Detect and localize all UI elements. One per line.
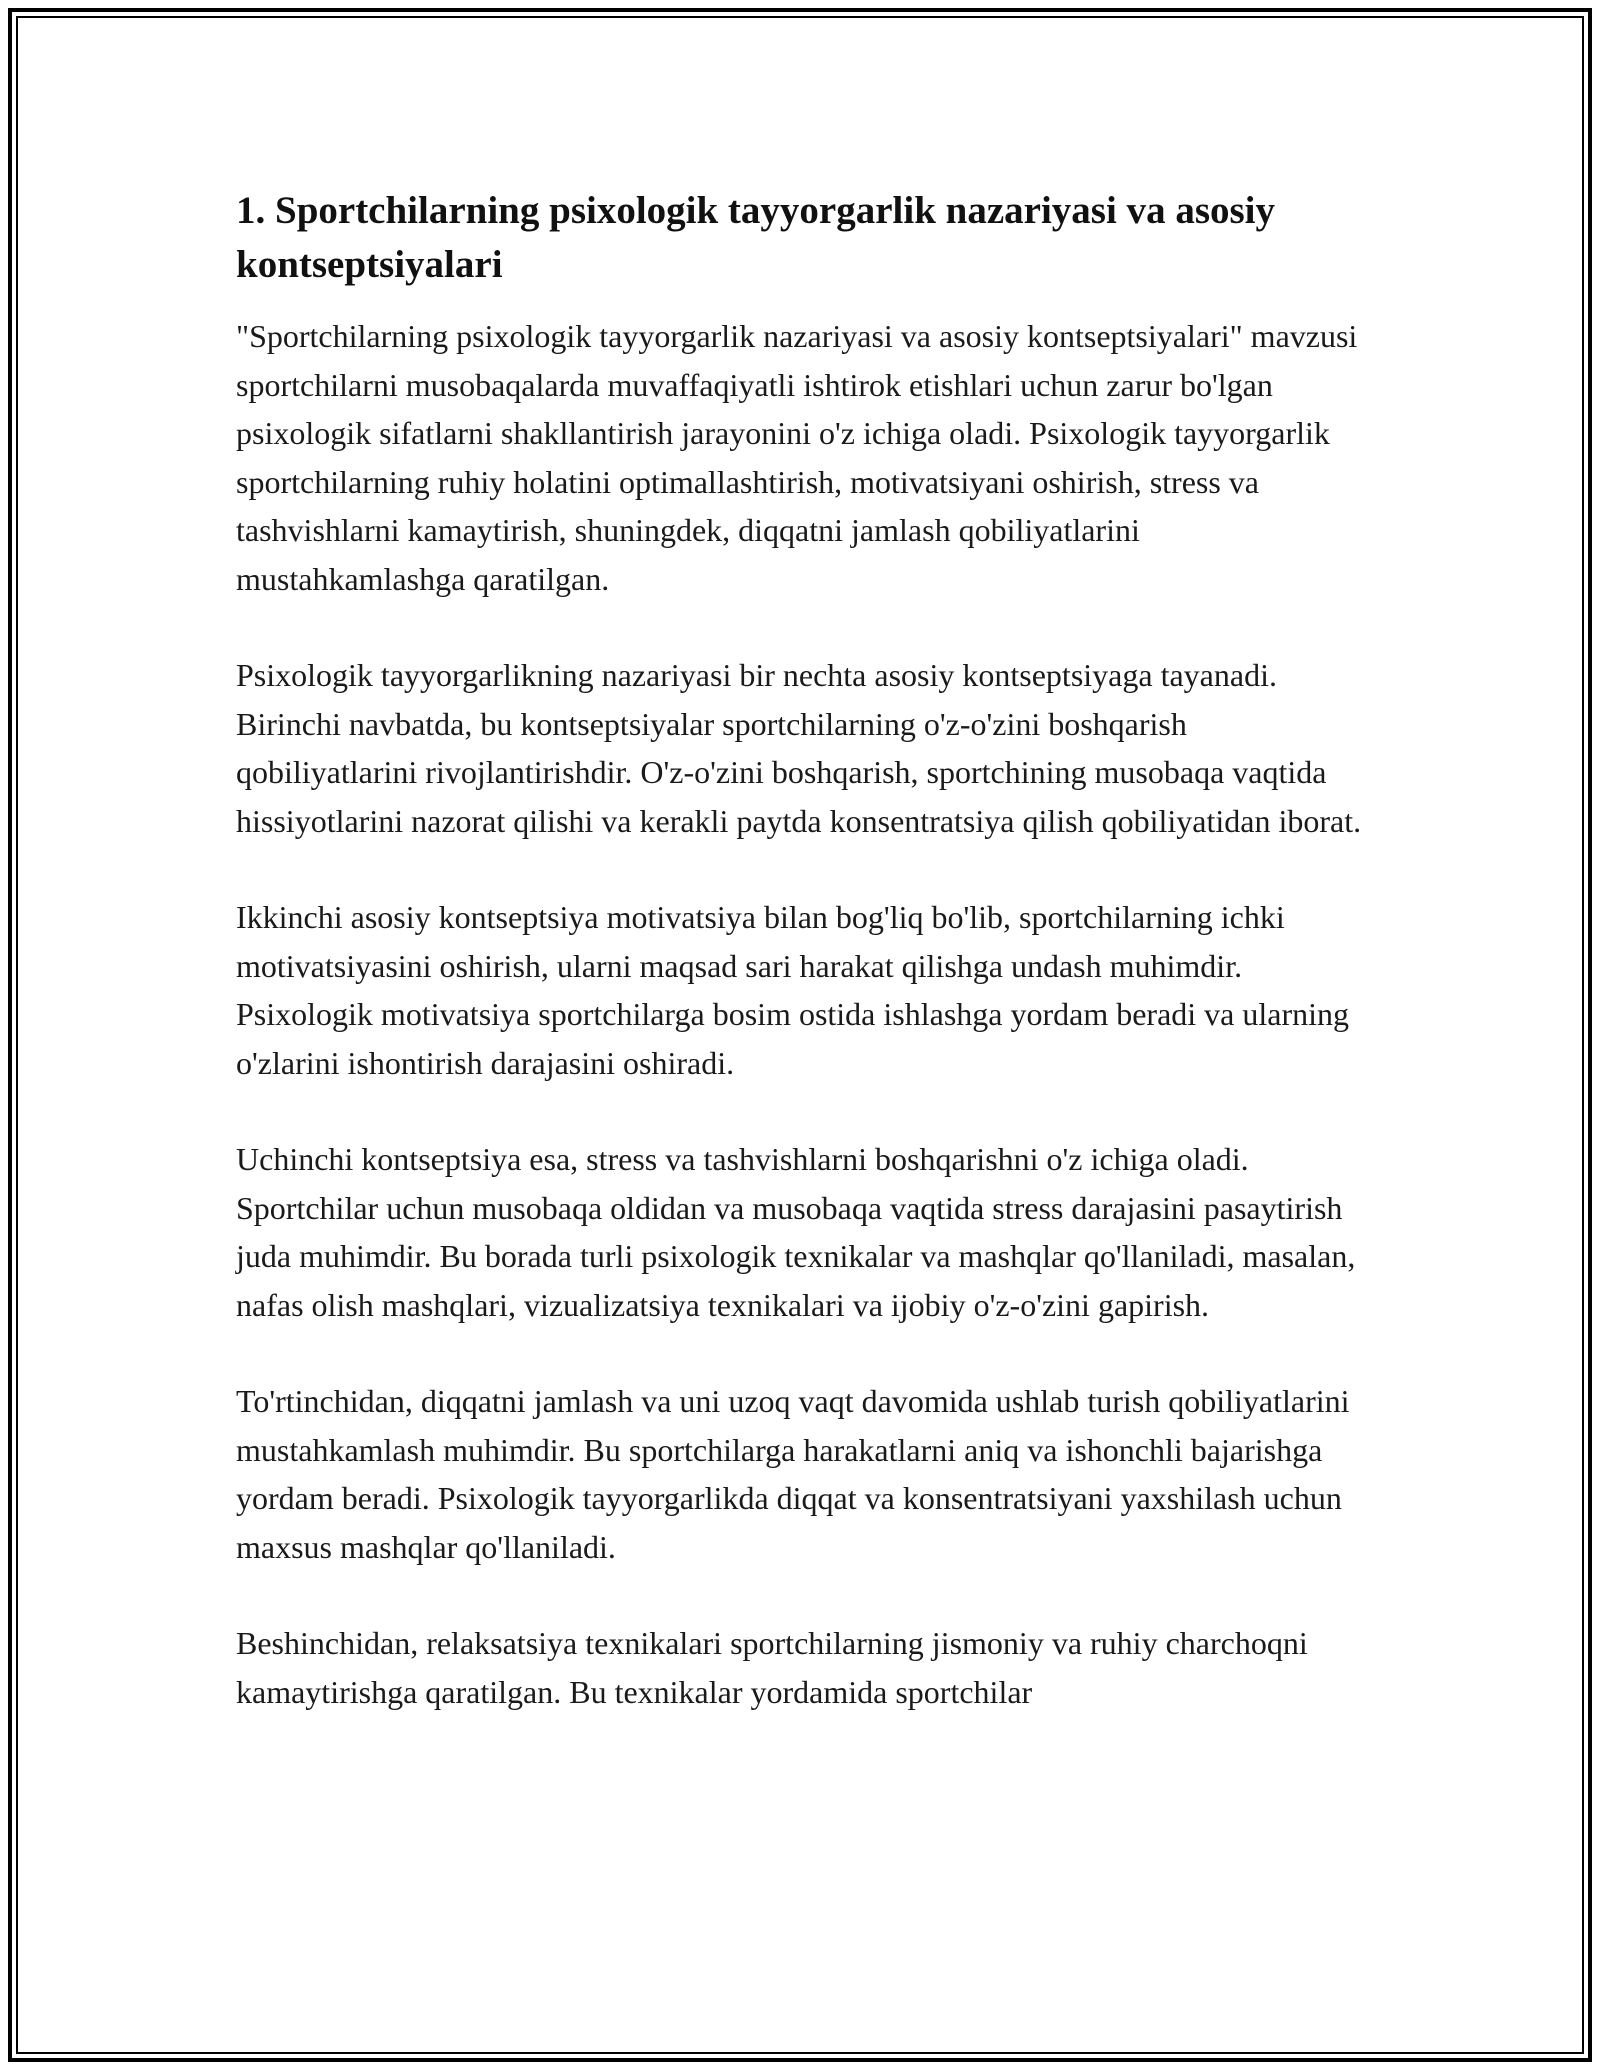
- paragraph-stress-management: Uchinchi kontseptsiya esa, stress va tashvishlarni boshqarishni o'z ichiga oladi. Sportchilar uchun musobaqa oldidan va musobaqa vaqtida stress darajasini pasaytirish juda muhimdir. Bu borada turli psixologik texnikalar va mashqlar qo'llaniladi, masalan, nafas olish mashqlari, vizualizatsiya texnikalari va ijobiy o'z-o'zini gapirish.: [236, 1141, 1356, 1323]
- paragraph-self-regulation: Psixologik tayyorgarlikning nazariyasi bir nechta asosiy kontseptsiyaga tayanadi. Birinchi navbatda, bu kontseptsiyalar sportchilarning o'z-o'zini boshqarish qobiliyatlarini rivojlantirishdir. O'z-o'zini boshqarish, sportchining musobaqa vaqtida hissiyotlarini nazorat qilishi va kerakli paytda konsentratsiya qilish qobiliyatidan iborat.: [236, 657, 1362, 839]
- section-heading: 1. Sportchilarning psixologik tayyorgarlik nazariyasi va asosiy kontseptsiyalari: [236, 189, 1276, 286]
- paragraph-concentration: To'rtinchidan, diqqatni jamlash va uni uzoq vaqt davomida ushlab turish qobiliyatlarini mustahkamlash muhimdir. Bu sportchilarga harakatlarni aniq va ishonchli bajarishga yordam beradi. Psixologik tayyorgarlikda diqqat va konsentratsiyani yaxshilash uchun maxsus mashqlar qo'llaniladi.: [236, 1383, 1350, 1565]
- document-body: [236, 184, 1366, 1764]
- paragraph-motivation: Ikkinchi asosiy kontseptsiya motivatsiya bilan bog'liq bo'lib, sportchilarning ichki motivatsiyasini oshirish, ularni maqsad sari harakat qilishga undash muhimdir. Psixologik motivatsiya sportchilarga bosim ostida ishlashga yordam beradi va ularning o'zlarini ishontirish darajasini oshiradi.: [236, 899, 1350, 1081]
- paragraph-relaxation: Beshinchidan, relaksatsiya texnikalari sportchilarning jismoniy va ruhiy charchoqni kamaytirishga qaratilgan. Bu texnikalar yordamida sportchilar: [236, 1625, 1308, 1710]
- paragraph-intro: "Sportchilarning psixologik tayyorgarlik nazariyasi va asosiy kontseptsiyalari" mavzusi sportchilarni musobaqalarda muvaffaqiyatli ishtirok etishlari uchun zarur bo'lgan psixologik sifatlarni shakllantirish jarayonini o'z ichiga oladi. Psixologik tayyorgarlik sportchilarning ruhiy holatini optimallashtirish, motivatsiyani oshirish, stress va tashvishlarni kamaytirish, shuningdek, diqqatni jamlash qobiliyatlarini mustahkamlashga qaratilgan.: [236, 318, 1358, 597]
